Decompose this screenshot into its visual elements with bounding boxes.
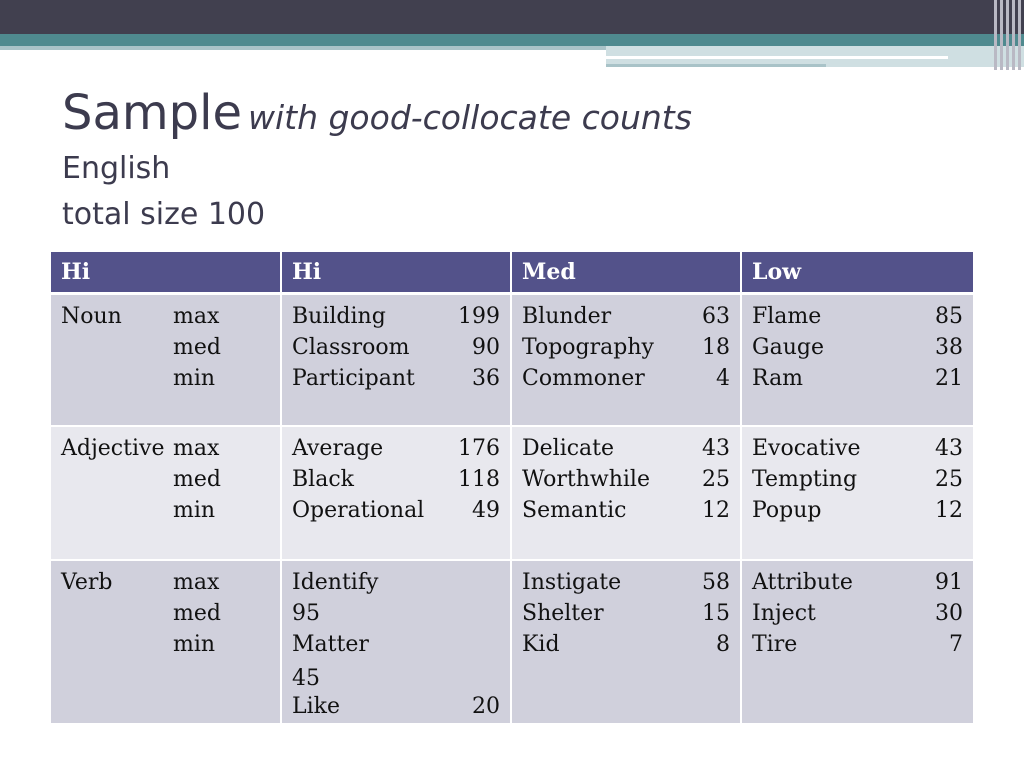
- table-cell: [511, 426, 741, 560]
- count: 38: [935, 335, 963, 360]
- count: 199: [458, 304, 500, 329]
- header-line: [606, 56, 948, 59]
- pos-label: Verb: [61, 570, 113, 595]
- count: 36: [472, 366, 500, 391]
- level-label: max: [173, 570, 220, 595]
- count: 43: [702, 436, 730, 461]
- word: Identify: [292, 570, 379, 595]
- header-dark-bar: [0, 0, 1024, 34]
- word: Instigate: [522, 570, 622, 595]
- table-row: [51, 294, 973, 427]
- title-main: Sample: [62, 85, 242, 141]
- word: Blunder: [522, 304, 612, 329]
- word: Semantic: [522, 498, 627, 523]
- table-cell: [511, 560, 741, 724]
- table-row: [51, 426, 973, 560]
- word: Shelter: [522, 601, 604, 626]
- count: 18: [702, 335, 730, 360]
- word: Building: [292, 304, 386, 329]
- level-label: min: [173, 632, 216, 657]
- word: Matter: [292, 632, 369, 657]
- level-label: med: [173, 467, 221, 492]
- count: 95: [292, 601, 320, 626]
- word: Black: [292, 467, 354, 492]
- word: Topography: [522, 335, 654, 360]
- word: Ram: [752, 366, 804, 391]
- count: 12: [935, 498, 963, 523]
- count: 45: [292, 666, 320, 691]
- count: 176: [458, 436, 500, 461]
- count: 58: [702, 570, 730, 595]
- word: Tire: [752, 632, 798, 657]
- table-cell: [281, 426, 511, 560]
- count: 30: [935, 601, 963, 626]
- count: 15: [702, 601, 730, 626]
- word: Attribute: [752, 570, 853, 595]
- header-cell: Low: [741, 252, 973, 294]
- count: 12: [702, 498, 730, 523]
- table-row: [51, 560, 973, 724]
- header-cell: Hi: [51, 252, 281, 294]
- word: Gauge: [752, 335, 824, 360]
- level-label: med: [173, 601, 221, 626]
- level-label: min: [173, 366, 216, 391]
- count: 43: [935, 436, 963, 461]
- count: 21: [935, 366, 963, 391]
- title-size: total size 100: [62, 197, 266, 232]
- table-header-row: [51, 252, 973, 294]
- header-cell: Med: [511, 252, 741, 294]
- pos-cell: [51, 426, 281, 560]
- table-cell: [281, 560, 511, 724]
- word: Inject: [752, 601, 816, 626]
- count: 25: [702, 467, 730, 492]
- word: Participant: [292, 366, 415, 391]
- table-cell: [741, 560, 973, 724]
- title-language: English: [62, 151, 171, 186]
- level-label: min: [173, 498, 216, 523]
- word: Evocative: [752, 436, 861, 461]
- collocate-table: [51, 252, 973, 725]
- level-label: max: [173, 436, 220, 461]
- word: Operational: [292, 498, 425, 523]
- count: 20: [472, 694, 500, 719]
- count: 118: [458, 467, 500, 492]
- pos-label: Noun: [61, 304, 122, 329]
- header-line: [606, 64, 826, 67]
- word: Classroom: [292, 335, 410, 360]
- count: 91: [935, 570, 963, 595]
- count: 90: [472, 335, 500, 360]
- word: Popup: [752, 498, 822, 523]
- pos-label: Adjective: [61, 436, 165, 461]
- count: 8: [716, 632, 730, 657]
- word: Worthwhile: [522, 467, 650, 492]
- decorative-stripes: [990, 0, 1024, 70]
- count: 85: [935, 304, 963, 329]
- word: Tempting: [752, 467, 858, 492]
- title-italic: with good-collocate counts: [247, 98, 692, 137]
- table-cell: [741, 294, 973, 427]
- level-label: med: [173, 335, 221, 360]
- word: Average: [292, 436, 384, 461]
- pos-cell: [51, 560, 281, 724]
- count: 25: [935, 467, 963, 492]
- word: Commoner: [522, 366, 645, 391]
- table-cell: [511, 294, 741, 427]
- count: 63: [702, 304, 730, 329]
- count: 4: [716, 366, 730, 391]
- count: 49: [472, 498, 500, 523]
- table-cell: [281, 294, 511, 427]
- slide-title: [62, 80, 962, 238]
- header-light-bar: [0, 46, 606, 50]
- word: Flame: [752, 304, 822, 329]
- level-label: max: [173, 304, 220, 329]
- header-cell: Hi: [281, 252, 511, 294]
- header-teal-bar: [0, 34, 1024, 46]
- count: 7: [949, 632, 963, 657]
- pos-cell: [51, 294, 281, 427]
- word: Like: [292, 694, 340, 719]
- word: Delicate: [522, 436, 615, 461]
- word: Kid: [522, 632, 560, 657]
- table-cell: [741, 426, 973, 560]
